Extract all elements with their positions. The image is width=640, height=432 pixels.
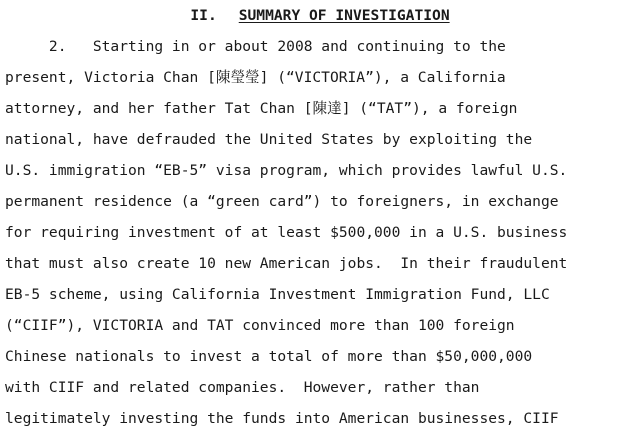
paragraph-line: Chinese nationals to invest a total of more than $50,000,000 — [5, 348, 533, 365]
section-number: II. — [190, 7, 217, 24]
paragraph-line: that must also create 10 new American jobs. In their fraudulent — [5, 255, 568, 272]
paragraph-line: attorney, and her father Tat Chan [陳達] (“TAT”), a foreign — [5, 100, 518, 117]
paragraph-line: (“CIIF”), VICTORIA and TAT convinced more than 100 foreign — [5, 317, 515, 334]
paragraph-line: present, Victoria Chan [陳瑩瑩] (“VICTORIA”), a California — [5, 69, 506, 86]
section-title: SUMMARY OF INVESTIGATION — [238, 7, 450, 24]
paragraph-line: U.S. immigration “EB-5” visa program, which provides lawful U.S. — [5, 162, 568, 179]
section-heading — [0, 6, 640, 26]
paragraph-line: national, have defrauded the United States by exploiting the — [5, 131, 533, 148]
paragraph-line: permanent residence (a “green card”) to foreigners, in exchange — [5, 193, 559, 210]
paragraph-line: with CIIF and related companies. However, rather than — [5, 379, 480, 396]
paragraph-line: EB-5 scheme, using California Investment Immigration Fund, LLC — [5, 286, 550, 303]
paragraph-line: 2. Starting in or about 2008 and continuing to the — [5, 38, 506, 55]
paragraph-line: legitimately investing the funds into American businesses, CIIF — [5, 410, 559, 427]
paragraph-line: for requiring investment of at least $500,000 in a U.S. business — [5, 224, 568, 241]
